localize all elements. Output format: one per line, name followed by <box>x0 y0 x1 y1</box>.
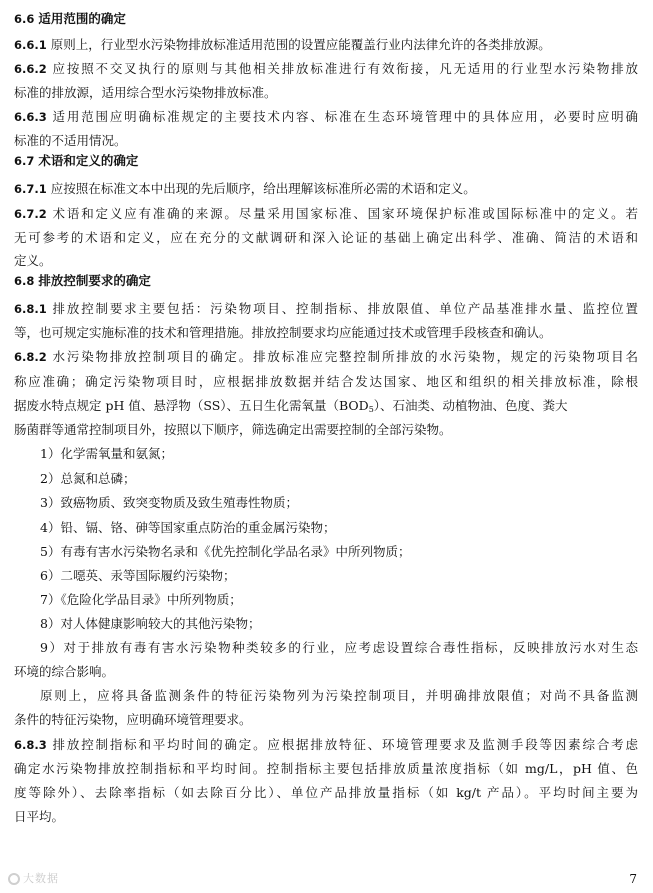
clause-6-6-2-cont: 标准的排放源，适用综合型水污染物排放标准。 <box>14 85 277 100</box>
list-item: 8）对人体健康影响较大的其他污染物； <box>40 616 261 631</box>
watermark: 大数据 <box>8 870 59 886</box>
paragraph-principle-cont: 条件的特征污染物，应明确环境管理要求。 <box>14 712 252 727</box>
clause-6-7-1: 6.7.1 应按照在标准文本中出现的先后顺序，给出理解该标准所必需的术语和定义。 <box>14 181 476 196</box>
list-item: 3）致癌物质、致突变物质及致生殖毒性物质； <box>40 495 298 510</box>
clause-6-8-1-cont: 等，也可规定实施标准的技术和管理措施。排放控制要求均应能通过技术或管理手段核查和确认。 <box>14 325 552 340</box>
section-heading-6-8: 6.8 排放控制要求的确定 <box>14 273 151 288</box>
clause-6-6-3-cont: 标准的不适用情况。 <box>14 133 127 148</box>
clause-6-6-2: 6.6.2 应按照不交叉执行的原则与其他相关排放标准进行有效衔接，凡无适用的行业型水污染物排放 <box>14 61 638 76</box>
section-heading-6-6: 6.6 适用范围的确定 <box>14 11 126 26</box>
clause-6-8-3-cont1: 确定水污染物排放控制指标和平均时间。控制指标主要包括排放质量浓度指标（如 mg/L，pH 值、色 <box>14 761 638 776</box>
list-item: 7）《危险化学品目录》中所列物质； <box>40 592 242 607</box>
clause-6-8-2-cont3: 肠菌群等通常控制项目外，按照以下顺序，筛选确定出需要控制的全部污染物。 <box>14 422 452 437</box>
clause-6-7-2: 6.7.2 术语和定义应有准确的来源。尽量采用国家标准、国家环境保护标准或国际标准中的定义。若 <box>14 206 638 221</box>
clause-6-6-1: 6.6.1 原则上，行业型水污染物排放标准适用范围的设置应能覆盖行业内法律允许的各类排放源。 <box>14 37 551 52</box>
paragraph-principle: 原则上，应将具备监测条件的特征污染物列为污染控制项目，并明确排放限值；对尚不具备监测 <box>40 688 638 703</box>
list-item: 5）有毒有害水污染物名录和《优先控制化学品名录》中所列物质； <box>40 544 411 559</box>
clause-6-8-3-cont3: 日平均。 <box>14 809 65 824</box>
clause-6-8-1: 6.8.1 排放控制要求主要包括：污染物项目、控制指标、排放限值、单位产品基准排水量、监控位置 <box>14 301 638 316</box>
list-item: 6）二噁英、汞等国际履约污染物； <box>40 568 236 583</box>
clause-6-7-2-end: 定义。 <box>14 253 52 268</box>
list-item: 1）化学需氧量和氨氮； <box>40 446 173 461</box>
clause-6-6-3: 6.6.3 适用范围应明确标准规定的主要技术内容、标准在生态环境管理中的具体应用，必要时应明确 <box>14 109 638 124</box>
section-heading-6-7: 6.7 术语和定义的确定 <box>14 153 139 168</box>
page-number: 7 <box>629 872 637 886</box>
clause-6-7-2-cont: 无可参考的术语和定义，应在充分的文献调研和深入论证的基础上确定出科学、准确、简洁的术语和 <box>14 230 638 245</box>
clause-6-8-2-cont2: 据废水特点规定 pH 值、悬浮物（SS）、五日生化需氧量$(BOD_5)$、石油类、动植物油、色度、粪大 <box>14 398 568 414</box>
list-item: 2）总氮和总磷； <box>40 471 136 486</box>
list-item-9-cont: 环境的综合影响。 <box>14 664 115 679</box>
clause-6-8-2-cont1: 称应准确；确定污染物项目时，应根据排放数据并结合发达国家、地区和组织的相关排放标准，除根 <box>14 374 638 389</box>
clause-6-8-2: 6.8.2 水污染物排放控制项目的确定。排放标准应完整控制所排放的水污染物，规定的污染物项目名 <box>14 349 638 364</box>
clause-6-8-3-cont2: 度等除外）、去除率指标（如去除百分比）、单位产品排放量指标（如 kg/t 产品）。平均时间主要为 <box>14 785 638 800</box>
list-item: 9）对于排放有毒有害水污染物种类较多的行业，应考虑设置综合毒性指标，反映排放污水对生态 <box>40 640 638 655</box>
clause-6-8-3: 6.8.3 排放控制指标和平均时间的确定。应根据排放特征、环境管理要求及监测手段等因素综合考虑 <box>14 737 638 752</box>
watermark-logo-icon <box>8 873 20 885</box>
list-item: 4）铅、镉、铬、砷等国家重点防治的重金属污染物； <box>40 520 336 535</box>
